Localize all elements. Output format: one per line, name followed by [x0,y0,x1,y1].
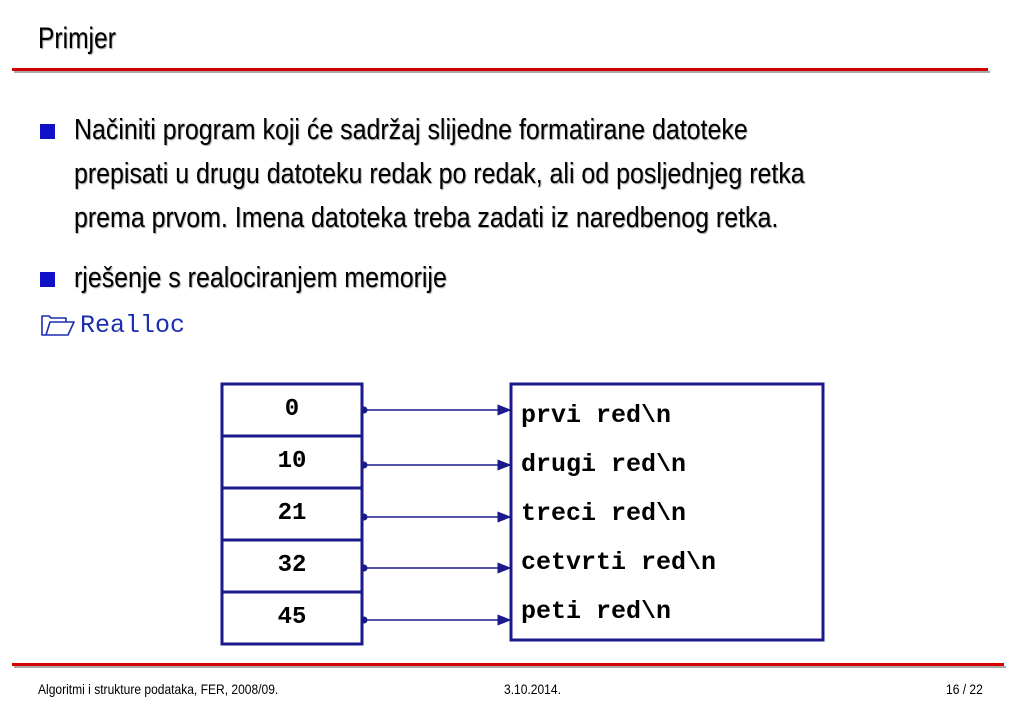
footer-divider-shadow [14,666,1006,668]
pointer-arrow [361,514,511,521]
bullet-1-line-2: prepisati u drugu datoteku redak po redak, ali od posljednjeg retka [74,158,805,190]
offset-value: 10 [277,448,307,475]
footer-date: 3.10.2014. [504,681,561,697]
bullet-1-line-1: Načiniti program koji će sadržaj slijedne formatirane datoteke [74,114,748,146]
pointer-arrows [361,407,511,624]
footer-course: Algoritmi i strukture podataka, FER, 2008/09. [38,681,279,697]
realloc-link-label: Realloc [80,310,186,340]
offset-value: 21 [277,500,307,527]
pointer-arrow [361,565,511,572]
buffer-line: drugi red\n [521,450,687,479]
pointer-arrow [361,407,511,414]
offset-value: 32 [277,552,307,579]
footer-page-number: 16 / 22 [946,681,983,697]
buffer-line: prvi red\n [521,401,672,430]
buffer-line: cetvrti red\n [521,548,717,577]
bullet-2-line-1: rješenje s realociranjem memorije [74,262,447,294]
buffer-line: peti red\n [521,597,672,626]
buffer-line: treci red\n [521,499,687,528]
offset-value: 45 [277,604,307,631]
offset-value: 0 [284,396,300,423]
bullet-1-line-3: prema prvom. Imena datoteka treba zadati iz naredbenog retka. [74,202,779,234]
pointer-arrow [361,462,511,469]
pointer-arrow [361,617,511,624]
slide-title: Primjer [38,22,116,55]
